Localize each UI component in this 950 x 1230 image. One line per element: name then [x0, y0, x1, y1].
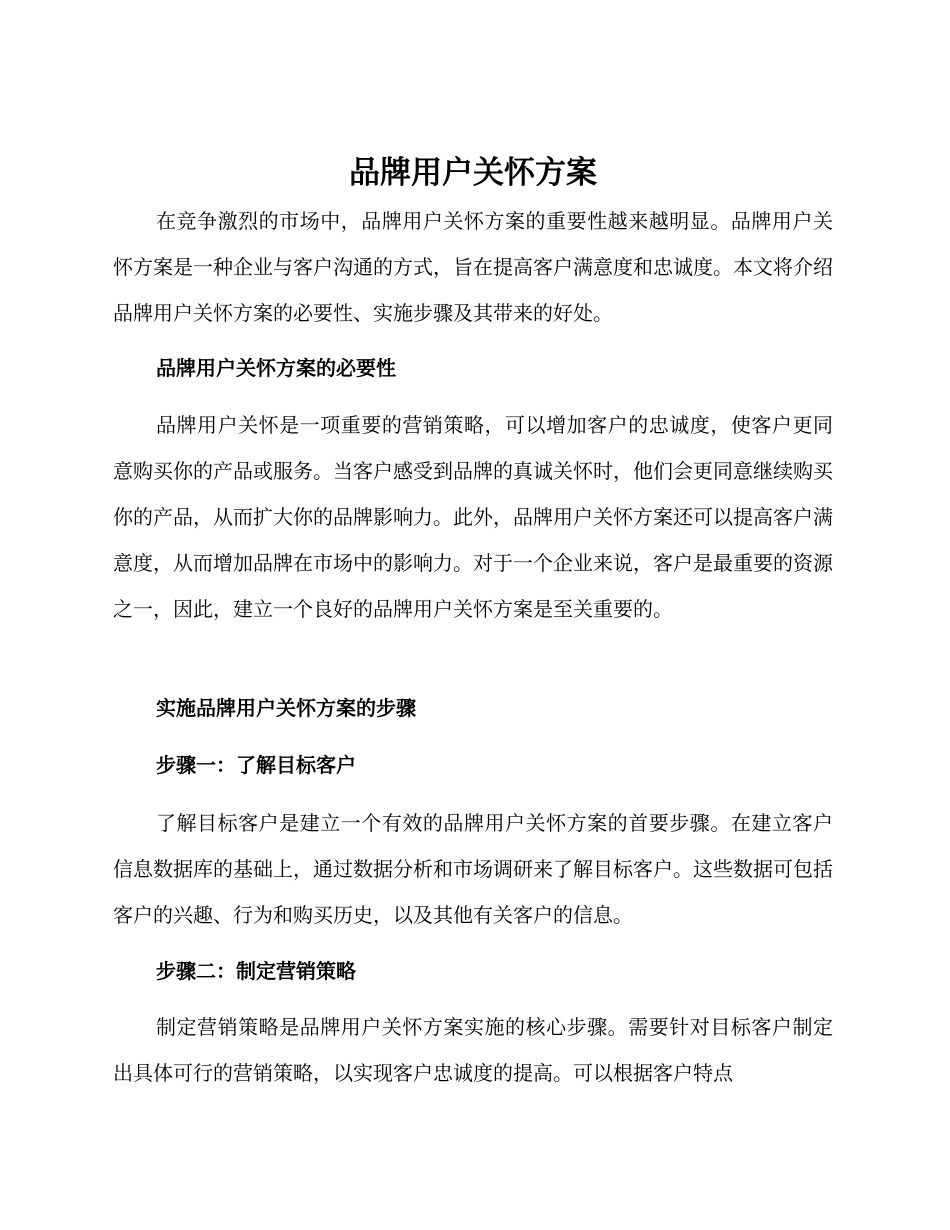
section-heading-steps: 实施品牌用户关怀方案的步骤 — [156, 696, 416, 720]
intro-paragraph: 在竞争激烈的市场中，品牌用户关怀方案的重要性越来越明显。品牌用户关怀方案是一种企业与客户沟通的方式，旨在提高客户满意度和忠诚度。本文将介绍品牌用户关怀方案的必要性、实施步骤及其带来的好处。 — [113, 209, 833, 325]
document-title: 品牌用户关怀方案 — [349, 155, 597, 191]
step1-paragraph: 了解目标客户是建立一个有效的品牌用户关怀方案的首要步骤。在建立客户信息数据库的基础上，通过数据分析和市场调研来了解目标客户。这些数据可包括客户的兴趣、行为和购买历史，以及其他有关客户的信息。 — [113, 811, 833, 927]
step2-heading: 步骤二：制定营销策略 — [156, 959, 356, 983]
section-heading-necessity: 品牌用户关怀方案的必要性 — [156, 356, 396, 380]
step2-paragraph: 制定营销策略是品牌用户关怀方案实施的核心步骤。需要针对目标客户制定出具体可行的营销策略，以实现客户忠诚度的提高。可以根据客户特点 — [113, 1015, 833, 1085]
necessity-paragraph: 品牌用户关怀是一项重要的营销策略，可以增加客户的忠诚度，使客户更同意购买你的产品或服务。当客户感受到品牌的真诚关怀时，他们会更同意继续购买你的产品，从而扩大你的品牌影响力。此外，品牌用户关怀方案还可以提高客户满意度，从而增加品牌在市场中的影响力。对于一个企业来说，客户是最重要的资源之一，因此，建立一个良好的品牌用户关怀方案是至关重要的。 — [113, 413, 833, 621]
step1-heading: 步骤一：了解目标客户 — [156, 753, 356, 777]
